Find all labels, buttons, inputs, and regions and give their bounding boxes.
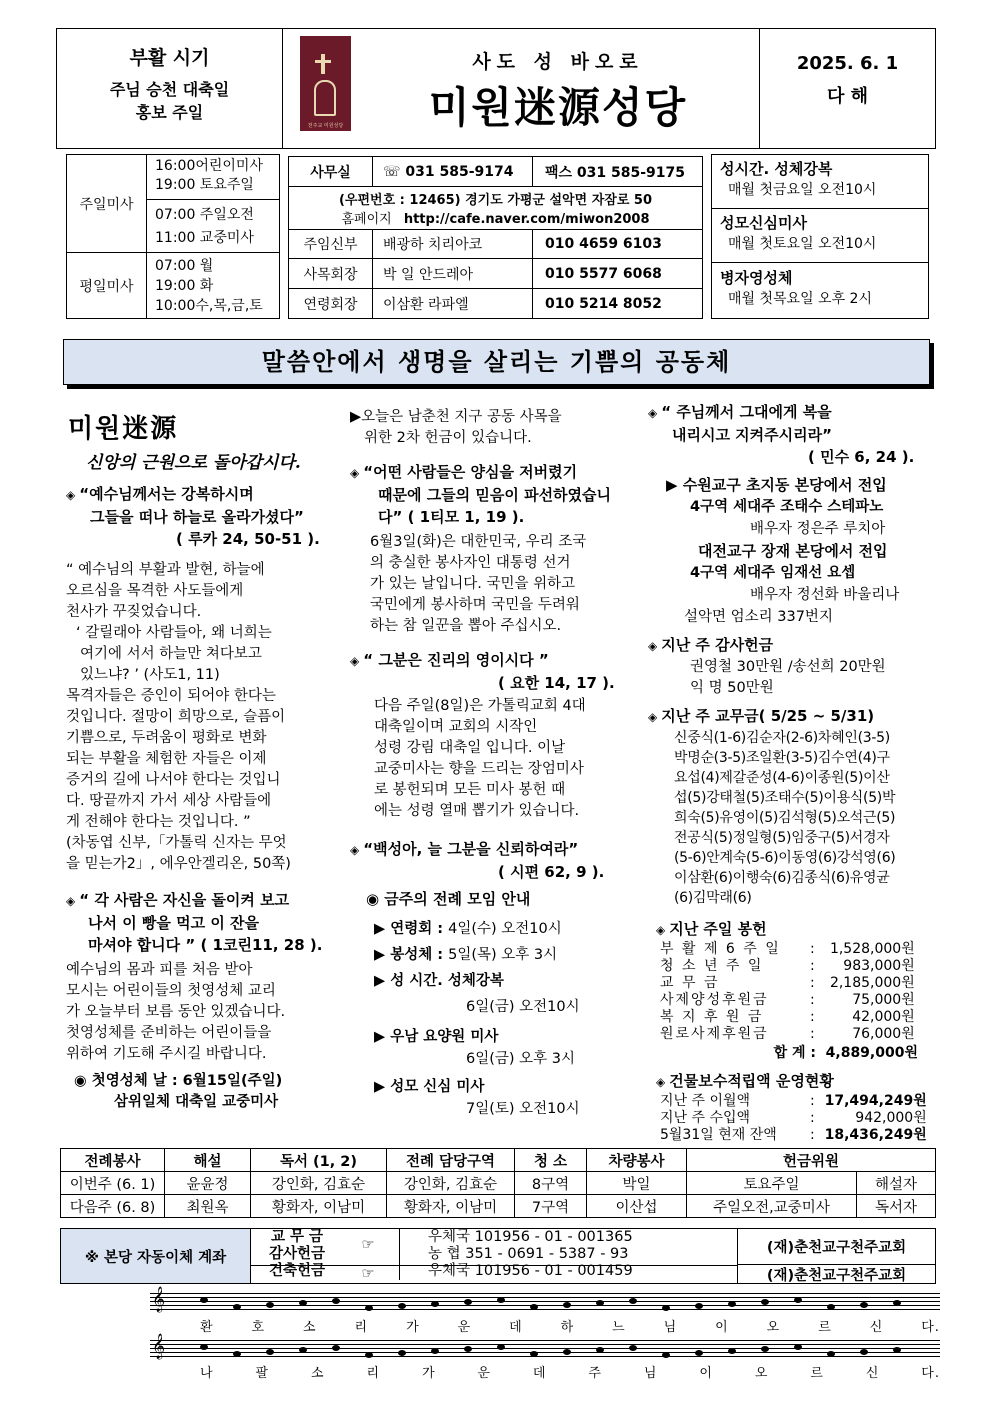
roster-row-this-week: 이번주 (6. 1) 윤윤정 강인화, 김효순 강인화, 김효순 8구역 박일 토요주일 해설자	[61, 1172, 936, 1195]
music-note	[761, 1346, 769, 1352]
parish-title	[283, 29, 759, 148]
music-note	[563, 1302, 571, 1308]
office-phone: ☏ 031 585-9174	[373, 157, 533, 186]
brand-name: 미원迷源	[68, 414, 179, 444]
cross-icon	[321, 54, 325, 74]
music-note	[827, 1304, 835, 1310]
pointing-hand-icon: ☞	[361, 1237, 375, 1253]
music-note	[398, 1350, 406, 1356]
bulletin-date	[759, 29, 935, 148]
info-holy-hour: 성시간. 성체강복 매월 첫금요일 오전10시	[720, 160, 877, 198]
music-note	[332, 1298, 340, 1304]
music-note	[893, 1300, 901, 1306]
column-2	[350, 407, 640, 1118]
meetings-list: ▶ 연령회 : 4일(수) 오전10시 ▶ 봉성체 : 5일(목) 오후 3시 ▶ 성 시간. 성체강복 6일(금) 오전10시 ▶ 우남 요양원 미사 6일(금) 오후 3시 ▶ 성모 신심 미사 7일(토) 오전10시	[374, 921, 580, 1117]
music-note	[893, 1347, 901, 1353]
sunday-mass-label: 주일미사	[67, 155, 147, 252]
transfer-in-2: 4구역 세대주 임재선 요셉 배우자 정선화 바울리나	[690, 565, 900, 603]
auto-transfer-accounts	[60, 1228, 936, 1284]
fund-types: 교 무 금 감사헌금 건축헌금	[268, 1229, 326, 1279]
diamond-bullet-icon: ◈	[350, 843, 360, 857]
address: (우편번호 : 12465) 경기도 가평군 설악면 자잠로 50	[338, 193, 652, 208]
brand-motto: 신앙의 근원으로 돌아갑시다.	[86, 453, 301, 473]
parish-logo	[300, 36, 351, 131]
roster-header: 전례봉사 해설 독서 (1, 2) 전례 담당구역 청 소 차량봉사 헌금위원	[61, 1149, 936, 1172]
music-note	[563, 1349, 571, 1355]
meetings-title: ◉ 금주의 전례 모임 안내	[366, 890, 531, 908]
offering-total: 4,889,000원	[825, 1045, 918, 1061]
weekday-mass-label: 평일미사	[67, 253, 147, 319]
account-holder-building: (재)춘천교구천주교회	[737, 1265, 935, 1283]
info-sick-communion: 병자영성체 매월 첫목요일 오후 2시	[720, 269, 872, 307]
music-note	[497, 1297, 505, 1303]
parish-name: 미원迷源성당	[428, 83, 688, 132]
info-marian-mass: 성모신심미사 매월 첫토요일 오전10시	[720, 214, 877, 252]
music-note	[431, 1348, 439, 1354]
music-note	[464, 1346, 472, 1352]
music-note	[596, 1300, 604, 1306]
music-lyrics-2: 나 팔 소 리 가 운 데 주 님 이 오 르 신 다.	[200, 1366, 940, 1381]
music-note	[629, 1345, 637, 1351]
office-row	[289, 157, 702, 187]
diamond-bullet-icon: ◈	[350, 654, 360, 668]
music-note	[827, 1351, 835, 1357]
parish-dues-list: 신중식(1-6)김순자(2-6)차혜인(3-5) 박명순(3-5)조일환(3-5)김수연(4)구 요섭(4)제갈준성(4-6)이종원(5)이산 섭(5)강태철(5)조태수(5)이용식(5)박 희숙(5)유영이(5)김석형(5)오석근(5) 전공식(5)정일형(5)임중구(5)서경자 (5-6)안계숙(5-6)이동영(6)강석영(6) 이삼환(6)이행숙(6)김종식(6)유영균 (6)김막래(6)	[674, 730, 896, 906]
season-title: 부활 시기	[129, 47, 210, 69]
motto-banner: 말씀안에서 생명을 살리는 기쁨의 공동체	[63, 339, 930, 385]
treble-clef-icon: 𝄞	[152, 1334, 166, 1359]
music-note	[266, 1302, 274, 1308]
diamond-bullet-icon: ◈	[648, 406, 658, 420]
music-note	[728, 1301, 736, 1307]
offering-total-label: 합 계 :	[773, 1045, 816, 1061]
contact-row-council: 사목회장 박 일 안드레아 010 5577 6068	[289, 259, 702, 289]
transfer-in-1: 4구역 세대주 조태수 스테파노 배우자 정은주 루치아	[690, 499, 886, 537]
transfer-address: 설악면 엄소리 337번지	[684, 609, 833, 625]
sunday-offering-table: 부 활 제 6 주 일 : 1,528,000원 청 소 년 주 일 : 983,000원 교 무 금 : 2,185,000원 사제양성후원금 : 75,000원 복 지 후 원 금 : 42,000원 원로사제후원금 : 76,000원 합 계 : 4,889,000원	[660, 941, 918, 1061]
music-note	[299, 1347, 307, 1353]
feast-line-2: 홍보 주일	[135, 103, 204, 122]
music-note	[398, 1303, 406, 1309]
diamond-bullet-icon: ◈	[656, 923, 666, 937]
verse-ascension: ◈ “예수님께서는 강복하시며 그들을 떠나 하늘로 올라가셨다” ( 루카 24, 50-51 ).	[66, 485, 320, 548]
fax-number: 팩스 031 585-9175	[545, 164, 686, 181]
mass-schedule	[66, 154, 280, 319]
liturgical-season	[57, 29, 283, 148]
transfer-in-1-title: ▶ 수원교구 초지동 본당에서 전입	[666, 476, 887, 494]
music-note	[233, 1304, 241, 1310]
election-paragraph: 6월3일(화)은 대한민국, 우리 조국 의 충실한 봉사자인 대통령 선거 가 있는 날입니다. 국민을 위하고 국민에게 봉사하며 국민을 두려워 하는 참 일꾼을 뽑아 주십시오.	[370, 534, 587, 634]
building-fund-table: 지난 주 이월액 : 17,494,249원 지난 주 수입액 : 942,000원 5월31일 현재 잔액 : 18,436,249원	[660, 1093, 927, 1143]
contact-row-funeral: 연령회장 이삼환 라파엘 010 5214 8052	[289, 289, 702, 319]
verse-corinthians: ◈ “ 각 사람은 자신을 돌이켜 보고 나서 이 빵을 먹고 이 잔을 마셔야 합니다 ” ( 1코린11, 28 ).	[66, 891, 323, 954]
music-note	[332, 1345, 340, 1351]
music-note	[761, 1299, 769, 1305]
music-note	[233, 1351, 241, 1357]
second-collection-notice: ▶오늘은 남춘천 지구 공동 사목을 위한 2차 헌금이 있습니다.	[350, 409, 562, 446]
music-note	[662, 1352, 670, 1358]
reflection-paragraph: “ 예수님의 부활과 발현, 하늘에 오르심을 목격한 사도들에게 천사가 꾸짖었습니다. ‘ 갈릴래아 사람들아, 왜 너희는 여기에 서서 하늘만 쳐다보고 있느냐? ’ (사도1, 11) 목격자들은 증인이 되어야 한다는 것입니다. 절망이 희망으로, 슬픔이 기쁨으로, 두려움이 평화로 변화 되는 부활을 체험한 자들은 이제 증거의 길에 나서야 한다는 것입니 다. 땅끝까지 가서 세상 사람들에 게 전해야 한다는 것입니다. ” (차동엽 신부,「가톨릭 신자는 무엇 을 믿는가2」, 에우안겔리온, 50쪽)	[66, 562, 291, 872]
music-note	[299, 1300, 307, 1306]
weekday-mass-times: 07:00 월 19:00 화 10:00수,목,금,토	[155, 258, 263, 314]
first-communion-paragraph: 예수님의 몸과 피를 처음 받아 모시는 어린이들의 첫영성체 교리 가 오늘부터 보름 동안 있겠습니다. 첫영성체를 준비하는 어린이들을 위하여 기도해 주시길 바랍니다.	[66, 962, 286, 1062]
music-note	[530, 1351, 538, 1357]
diamond-bullet-icon: ◈	[656, 1075, 666, 1089]
music-note	[365, 1305, 373, 1311]
music-note	[695, 1350, 703, 1356]
pentecost-paragraph: 다음 주일(8일)은 가톨릭교회 4대 대축일이며 교회의 시작인 성령 강림 대축일 입니다. 이날 교중미사는 향을 드리는 장엄미사 로 봉헌되며 모든 미사 봉헌 때 에는 성령 열매 뽑기가 있습니다.	[374, 698, 586, 819]
music-note	[860, 1349, 868, 1355]
account-holder: (재)춘천교구천주교회	[737, 1229, 935, 1265]
figure-icon	[314, 80, 336, 116]
verse-numbers: ◈ “ 주님께서 그대에게 복을 내리시고 지켜주시리라” ( 민수 6, 24 ).	[648, 403, 915, 466]
first-communion-date: ◉ 첫영성체 날 : 6월15일(주일)	[74, 1073, 283, 1089]
feast-line-1: 주님 승천 대축일	[109, 80, 230, 99]
thanks-offering-title: ◈ 지난 주 감사헌금	[648, 636, 774, 654]
parish-dues-title: ◈ 지난 주 교무금( 5/25 ~ 5/31)	[648, 707, 875, 725]
homepage-line	[289, 208, 702, 227]
column-3	[648, 401, 936, 1144]
homepage-label: 홈페이지	[341, 212, 392, 227]
homepage-link[interactable]: http://cafe.naver.com/miwon2008	[403, 212, 650, 227]
patron-subtitle: 사도 성 바오로	[472, 51, 644, 73]
contact-row-pastor: 주임신부 배광하 치리아코 010 4659 6103	[289, 229, 702, 259]
sunday-offering-title: ◈ 지난 주일 봉헌	[656, 920, 767, 938]
music-note	[596, 1347, 604, 1353]
music-note	[794, 1297, 802, 1303]
verse-psalm: ◈ “백성아, 늘 그분을 신뢰하여라” ( 시편 62, 9 ).	[350, 840, 605, 881]
sunday-mass-times-b: 07:00 주일오전 11:00 교중미사	[155, 207, 254, 246]
sunday-mass-times-a: 16:00어린이미사 19:00 토요주일	[155, 158, 263, 193]
music-note	[860, 1302, 868, 1308]
account-numbers: 우체국 101956 - 01 - 001365 농 협 351 - 0691 - 5387 - 93 우체국 101956 - 01 - 001459	[399, 1229, 739, 1280]
music-note	[200, 1297, 208, 1303]
thanks-offering-list: 권영철 30만원 /송선희 20만원 익 명 50만원	[690, 659, 886, 696]
verse-john: ◈ “ 그분은 진리의 영이시다 ” ( 요한 14, 17 ).	[350, 651, 615, 692]
music-note	[629, 1298, 637, 1304]
diamond-bullet-icon: ◈	[66, 894, 76, 908]
diamond-bullet-icon: ◈	[648, 639, 658, 653]
diamond-bullet-icon: ◈	[66, 488, 76, 502]
building-fund-title: ◈ 건물보수적립액 운영현황	[656, 1072, 834, 1090]
office-label: 사무실	[289, 157, 373, 186]
music-note	[497, 1344, 505, 1350]
roster-row-next-week: 다음주 (6. 8) 최원옥 황화자, 이남미 황화자, 이남미 7구역 이산섭 주일오전,교중미사 독서자	[61, 1195, 936, 1218]
date-text: 2025. 6. 1	[796, 53, 899, 74]
devotion-schedule	[711, 154, 929, 319]
bank-label: ※ 본당 자동이체 계좌	[61, 1229, 251, 1283]
music-note	[464, 1299, 472, 1305]
music-note	[794, 1344, 802, 1350]
music-note	[365, 1352, 373, 1358]
music-note	[728, 1348, 736, 1354]
music-note	[662, 1305, 670, 1311]
music-note	[530, 1304, 538, 1310]
logo-caption: 천주교 미원성당	[307, 123, 344, 129]
parish-contact	[288, 156, 703, 319]
treble-clef-icon: 𝄞	[152, 1287, 166, 1312]
music-note	[695, 1303, 703, 1309]
music-lyrics-1: 환 호 소 리 가 운 데 하 느 님 이 오 르 신 다.	[200, 1320, 940, 1335]
column-1	[66, 483, 348, 1113]
bulletin-header	[56, 28, 936, 149]
music-note	[200, 1344, 208, 1350]
transfer-in-2-title: 대전교구 장재 본당에서 전입	[698, 542, 888, 560]
pointing-hand-icon: ☞	[361, 1266, 375, 1282]
first-communion-mass: 삼위일체 대축일 교중미사	[114, 1094, 279, 1110]
music-note	[431, 1301, 439, 1307]
music-note	[266, 1349, 274, 1355]
diamond-bullet-icon: ◈	[648, 710, 658, 724]
ministry-roster	[60, 1148, 936, 1218]
liturgical-year: 다 해	[826, 86, 869, 107]
diamond-bullet-icon: ◈	[350, 466, 360, 480]
verse-timothy: ◈ “어떤 사람들은 양심을 저버렸기 때문에 그들의 믿음이 파선하였습니다” ( 1티모 1, 19 ).	[350, 463, 612, 526]
